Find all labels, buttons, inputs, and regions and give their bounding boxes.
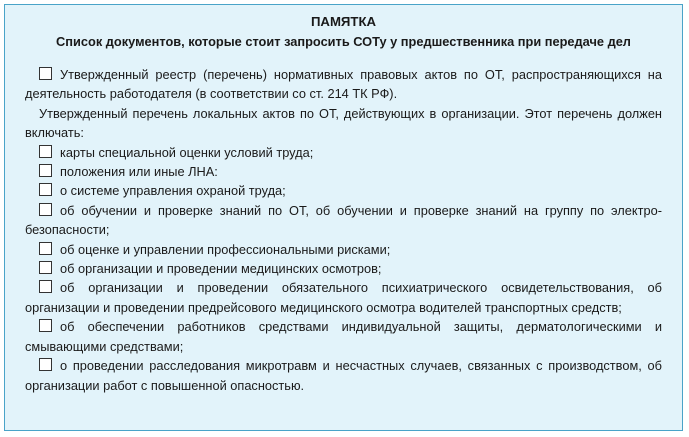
memo-subtitle: Список документов, которые стоит запросить СОТу у предшественника при передаче дел <box>56 34 631 49</box>
checkbox-icon[interactable] <box>39 164 52 177</box>
list-item-text: об организации и проведении обязательного психиатрического освидетельствования, об организации и проведении предрейсового медицинского осмотра водителей транспортных средств; <box>25 280 662 315</box>
list-item <box>25 143 662 162</box>
list-item-text: об обучении и проверке знаний по ОТ, об обучении и проверке знаний на группу по электро-безопасности; <box>25 202 662 238</box>
list-item <box>25 201 662 240</box>
checkbox-icon[interactable] <box>39 280 52 293</box>
list-item-text: карты специальной оценки условий труда; <box>60 144 314 160</box>
checkbox-icon[interactable] <box>39 67 52 80</box>
list-item-text: об организации и проведении медицинских осмотров; <box>60 261 382 277</box>
list-item <box>25 259 662 278</box>
checkbox-icon[interactable] <box>39 242 52 255</box>
memo-title: ПАМЯТКА <box>310 14 377 29</box>
list-item-text: о системе управления охраной труда; <box>60 183 286 199</box>
list-item <box>25 240 662 259</box>
list-item <box>25 278 662 317</box>
list-item-text: о проведении расследования микротравм и несчастных случаев, связанных с производством, об организации работ с повышенной опасностью. <box>25 358 662 393</box>
list-item-text: об оценке и управлении профессиональными рисками; <box>60 241 391 257</box>
registry-item-text: Утвержденный реестр (перечень) нормативных правовых актов по ОТ, распространяющихся на деятельность работодателя (в соответствии со ст. 214 ТК РФ). <box>25 67 662 102</box>
list-item-text: об обеспечении работников средствами индивидуальной защиты, дерматологическими и смывающими средствами; <box>25 319 662 354</box>
checkbox-icon[interactable] <box>39 145 52 158</box>
registry-item <box>25 65 662 104</box>
checkbox-icon[interactable] <box>39 203 52 216</box>
list-item <box>25 356 662 395</box>
list-item <box>25 317 662 356</box>
checkbox-icon[interactable] <box>39 183 52 196</box>
checkbox-icon[interactable] <box>39 319 52 332</box>
memo-box <box>4 4 683 431</box>
list-item <box>25 181 662 200</box>
checkbox-icon[interactable] <box>39 358 52 371</box>
list-item-text: положения или иные ЛНА: <box>60 164 218 180</box>
list-item <box>25 162 662 181</box>
checkbox-icon[interactable] <box>39 261 52 274</box>
local-acts-intro: Утвержденный перечень локальных актов по ОТ, действующих в организации. Этот перечень должен включать: <box>25 105 662 141</box>
